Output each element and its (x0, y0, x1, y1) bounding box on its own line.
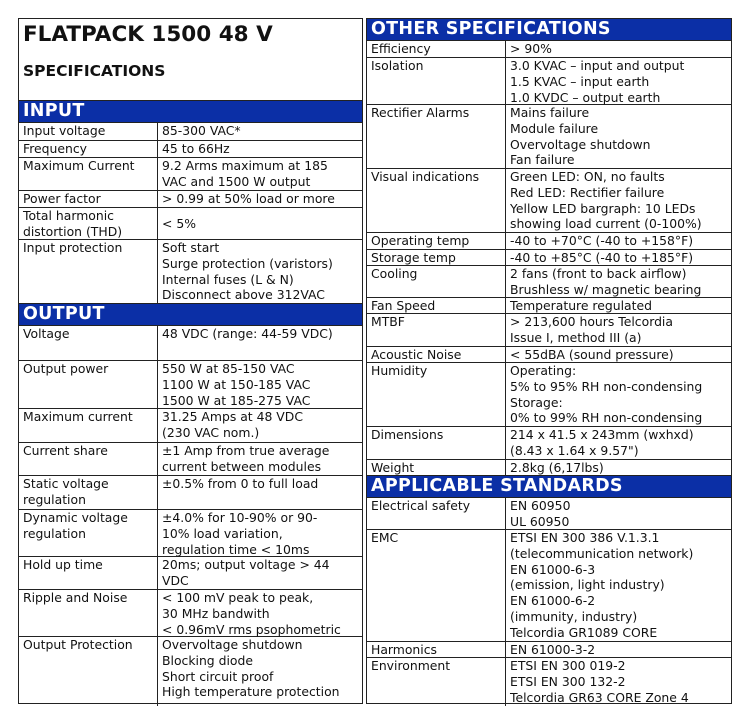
spec-label: Isolation (367, 58, 506, 104)
section-header-input: INPUT (19, 101, 362, 123)
spec-label: Input protection (19, 240, 158, 303)
product-title: FLATPACK 1500 48 V (23, 22, 273, 47)
spec-label: Rectifier Alarms (367, 105, 506, 168)
spec-value: ETSI EN 300 386 V.1.3.1 (telecommunication network) EN 61000-6-3 (emission, light industry) EN 61000-6-2 (immunity, industry) Telcordia GR1089 CORE (510, 530, 694, 640)
spec-value: ±1 Amp from true average current between modules (162, 443, 330, 474)
spec-label: Visual indications (367, 169, 506, 232)
spec-row (19, 409, 362, 443)
input-output-spec-table (18, 18, 363, 704)
spec-row (367, 498, 731, 530)
spec-label: Maximum current (19, 409, 158, 442)
spec-value: 9.2 Arms maximum at 185 VAC and 1500 W output (162, 158, 328, 189)
spec-row (367, 460, 731, 476)
spec-row (367, 41, 731, 58)
spec-label: Harmonics (367, 642, 506, 657)
spec-row (19, 557, 362, 590)
spec-value: EN 61000-3-2 (510, 642, 596, 657)
spec-value: 550 W at 85-150 VAC 1100 W at 150-185 VAC 1500 W at 185-275 VAC (162, 361, 311, 408)
spec-row (367, 298, 731, 314)
spec-label: Maximum Current (19, 158, 158, 190)
spec-row (367, 427, 731, 460)
spec-row (367, 169, 731, 233)
spec-value: EN 60950 UL 60950 (510, 498, 571, 529)
spec-row (19, 123, 362, 141)
spec-label: Operating temp (367, 233, 506, 249)
specifications-heading: SPECIFICATIONS (23, 62, 166, 80)
spec-label: Storage temp (367, 250, 506, 265)
spec-value: 3.0 KVAC – input and output 1.5 KVAC – input earth 1.0 KVDC – output earth (510, 58, 685, 105)
spec-label: Input voltage (19, 123, 158, 140)
spec-label: Dimensions (367, 427, 506, 459)
spec-label: Fan Speed (367, 298, 506, 313)
spec-label: Output Protection (19, 637, 158, 706)
spec-row (367, 363, 731, 427)
spec-label: Environment (367, 658, 506, 706)
spec-row (19, 590, 362, 637)
spec-label: Total harmonic distortion (THD) (19, 208, 158, 239)
spec-row (367, 58, 731, 105)
other-spec-table (366, 18, 732, 704)
spec-value: 2.8kg (6,17lbs) (510, 460, 604, 475)
spec-row (19, 510, 362, 557)
spec-value: 45 to 66Hz (162, 141, 230, 156)
spec-value: Operating: 5% to 95% RH non-condensing Storage: 0% to 99% RH non-condensing (510, 363, 703, 426)
spec-row (367, 658, 731, 706)
spec-value: > 90% (510, 41, 552, 56)
spec-row (367, 250, 731, 266)
title-block (19, 19, 362, 101)
spec-row (19, 326, 362, 361)
spec-value: > 0.99 at 50% load or more (162, 191, 335, 206)
spec-value: Temperature regulated (510, 298, 652, 313)
spec-label: Efficiency (367, 41, 506, 57)
spec-row (367, 530, 731, 642)
spec-row (19, 240, 362, 304)
spec-value: Soft start Surge protection (varistors) Internal fuses (L & N) Disconnect above 312VAC (162, 240, 333, 303)
spec-value: < 55dBA (sound pressure) (510, 347, 674, 362)
spec-value: Green LED: ON, no faults Red LED: Rectifier failure Yellow LED bargraph: 10 LEDs showing load current (0-100%) (510, 169, 702, 232)
spec-label: Ripple and Noise (19, 590, 158, 636)
spec-value: 2 fans (front to back airflow) Brushless w/ magnetic bearing (510, 266, 702, 297)
spec-row (19, 476, 362, 510)
spec-row (19, 208, 362, 240)
spec-value: 214 x 41.5 x 243mm (wxhxd) (8.43 x 1.64 x 9.57") (510, 427, 694, 458)
spec-row (19, 361, 362, 409)
spec-label: Frequency (19, 141, 158, 157)
spec-value: < 5% (162, 215, 196, 231)
spec-row (367, 314, 731, 347)
spec-value: 48 VDC (range: 44-59 VDC) (162, 326, 333, 341)
spec-value: 20ms; output voltage > 44 VDC (162, 557, 330, 588)
spec-label: EMC (367, 530, 506, 641)
spec-label: Output power (19, 361, 158, 408)
spec-row (19, 141, 362, 158)
spec-label: MTBF (367, 314, 506, 346)
section-header-output: OUTPUT (19, 304, 362, 326)
section-header-applicable-standards: APPLICABLE STANDARDS (367, 476, 731, 498)
spec-label: Power factor (19, 191, 158, 207)
spec-label: Hold up time (19, 557, 158, 589)
spec-value: 85-300 VAC* (162, 123, 241, 138)
spec-label: Static voltage regulation (19, 476, 158, 509)
spec-row (367, 347, 731, 363)
spec-value: ±0.5% from 0 to full load (162, 476, 319, 491)
spec-label: Voltage (19, 326, 158, 360)
spec-row (19, 158, 362, 191)
spec-row (367, 233, 731, 250)
spec-value: Mains failure Module failure Overvoltage shutdown Fan failure (510, 105, 651, 168)
spec-row (19, 443, 362, 476)
spec-value: -40 to +85°C (-40 to +185°F) (510, 250, 694, 265)
spec-row (367, 105, 731, 169)
spec-label: Dynamic voltage regulation (19, 510, 158, 556)
spec-row (19, 637, 362, 706)
spec-value: < 100 mV peak to peak, 30 MHz bandwith < 0.96mV rms psophometric (162, 590, 341, 637)
spec-label: Weight (367, 460, 506, 475)
spec-value: > 213,600 hours Telcordia Issue I, method III (a) (510, 314, 673, 345)
spec-label: Electrical safety (367, 498, 506, 529)
spec-value: ETSI EN 300 019-2 ETSI EN 300 132-2 Telcordia GR63 CORE Zone 4 (510, 658, 689, 705)
spec-value: 31.25 Amps at 48 VDC (230 VAC nom.) (162, 409, 303, 440)
spec-value: Overvoltage shutdown Blocking diode Short circuit proof High temperature protection (162, 637, 340, 700)
spec-value: ±4.0% for 10-90% or 90- 10% load variation, regulation time < 10ms (162, 510, 318, 557)
spec-label: Current share (19, 443, 158, 475)
spec-label: Humidity (367, 363, 506, 426)
spec-label: Acoustic Noise (367, 347, 506, 362)
spec-row (19, 191, 362, 208)
section-header-other-specifications: OTHER SPECIFICATIONS (367, 19, 731, 41)
spec-row (367, 642, 731, 658)
spec-value: -40 to +70°C (-40 to +158°F) (510, 233, 694, 248)
spec-row (367, 266, 731, 298)
spec-label: Cooling (367, 266, 506, 297)
